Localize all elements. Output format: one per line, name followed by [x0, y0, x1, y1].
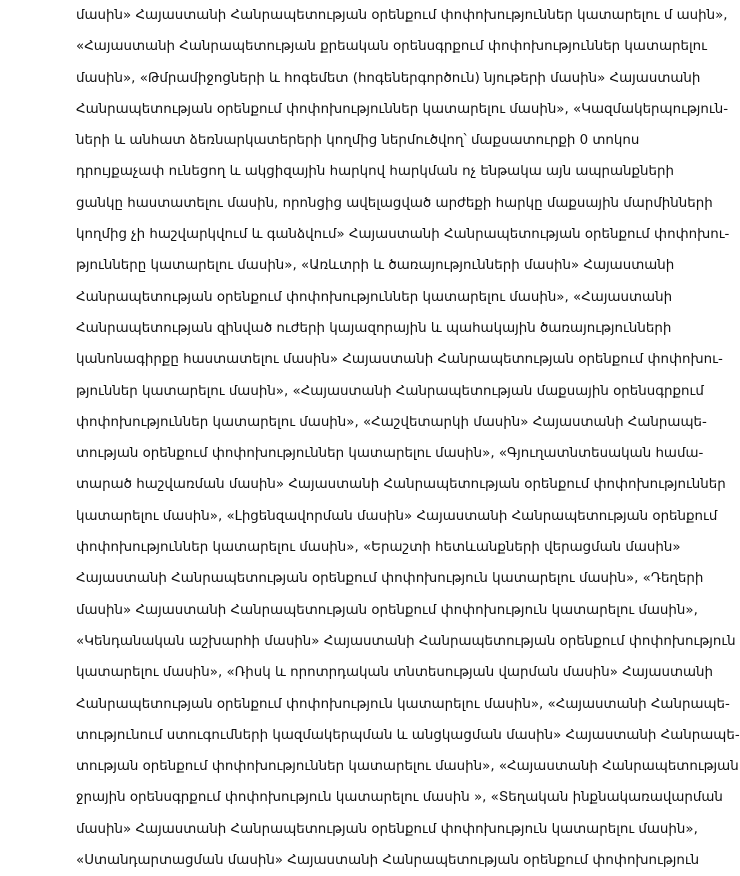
text-line: Հանրապետության զինված ուժերի կայազորային և պահակային ծառայությունների [76, 320, 672, 336]
text-line: Հայաստանի Հանրապետության օրենքում փոփոխություն կատարելու մասին», «Դեղերի [76, 571, 704, 587]
text-line: ջրային օրենսգրքում փոփոխություն կատարելու մասին », «Տեղական ինքնակառավարման [76, 790, 723, 806]
text-line: տության օրենքում փոփոխություններ կատարելու մասին», «Գյուղատնտեսական համա- [76, 446, 704, 462]
text-line: ների և անհատ ձեռնարկատերերի կողմից ներմուծվող՝ մաքսատուրքի 0 տոկոս [76, 133, 640, 149]
text-line: փոփոխություններ կատարելու մասին», «Երաշտի հետևանքների վերացման մասին» [76, 540, 681, 556]
text-line: Հանրապետության օրենքում փոփոխություններ կատարելու մասին», «Հայաստանի [76, 289, 673, 305]
document-body [76, 0, 740, 876]
text-line: Հանրապետության օրենքում փոփոխություններ կատարելու մասին», «Կազմակերպություն- [76, 101, 729, 117]
text-line: տության օրենքում փոփոխություններ կատարելու մասին», «Հայաստանի Հանրապետության [76, 759, 739, 775]
text-line: ցանկը հաստատելու մասին, որոնցից ավելացված արժեքի հարկը մաքսային մարմինների [76, 195, 713, 211]
text-line: մասին» Հայաստանի Հանրապետության օրենքում փոփոխություններ կատարելու մ ասին», [76, 8, 728, 23]
text-line: դրույքաչափ ունեցող և ակցիզային հարկով հարկման ոչ ենթակա այն ապրանքների [76, 164, 675, 180]
text-line: մասին» Հայաստանի Հանրապետության օրենքում փոփոխություն կատարելու մասին», [76, 602, 698, 618]
text-line: «Հայաստանի Հանրապետության քրեական օրենսգրքում փոփոխություններ կատարելու [76, 39, 707, 55]
text-line: թյուններ կատարելու մասին», «Հայաստանի Հանրապետության մաքսային օրենսգրքում [76, 383, 704, 399]
text-line: Հանրապետության օրենքում փոփոխություն կատարելու մասին», «Հայաստանի Հանրապե- [76, 696, 730, 712]
text-line: տությունում ստուգումների կազմակերպման և անցկացման մասին» Հայաստանի Հանրապե- [76, 727, 740, 743]
text-line: փոփոխություններ կատարելու մասին», «Հաշվետարկի մասին» Հայաստանի Հանրապե- [76, 414, 707, 430]
text-line: «Կենդանական աշխարհի մասին» Հայաստանի Հանրապետության օրենքում փոփոխություն [76, 633, 736, 649]
text-line: թյունները կատարելու մասին», «Առևտրի և ծառայությունների մասին» Հայաստանի [76, 258, 675, 274]
text-line: կատարելու մասին», «Լիցենզավորման մասին» Հայաստանի Հանրապետության օրենքում [76, 508, 718, 524]
text-line: կողմից չի հաշվարկվում և գանձվում» Հայաստանի Հանրապետության օրենքում փոփոխու- [76, 227, 730, 243]
text-line: տարած հաշվառման մասին» Հայաստանի Հանրապետության օրենքում փոփոխություններ [76, 477, 726, 493]
text-line: կանոնագիրքը հաստատելու մասին» Հայաստանի Հանրապետության օրենքում փոփոխու- [76, 352, 723, 368]
text-line: կատարելու մասին», «Ռիսկ և որոտրդական տնտեսության վարման մասին» Հայաստանի [76, 665, 714, 681]
text-line: «Ստանդարտացման մասին» Հայաստանի Հանրապետության օրենքում փոփոխություն [76, 853, 700, 869]
text-line: մասին», «Թմրամիջոցների և հոգեմետ (հոգեներգործուն) նյութերի մասին» Հայաստանի [76, 70, 701, 86]
text-line: մասին» Հայաստանի Հանրապետության օրենքում փոփոխություն կատարելու մասին», [76, 821, 698, 837]
